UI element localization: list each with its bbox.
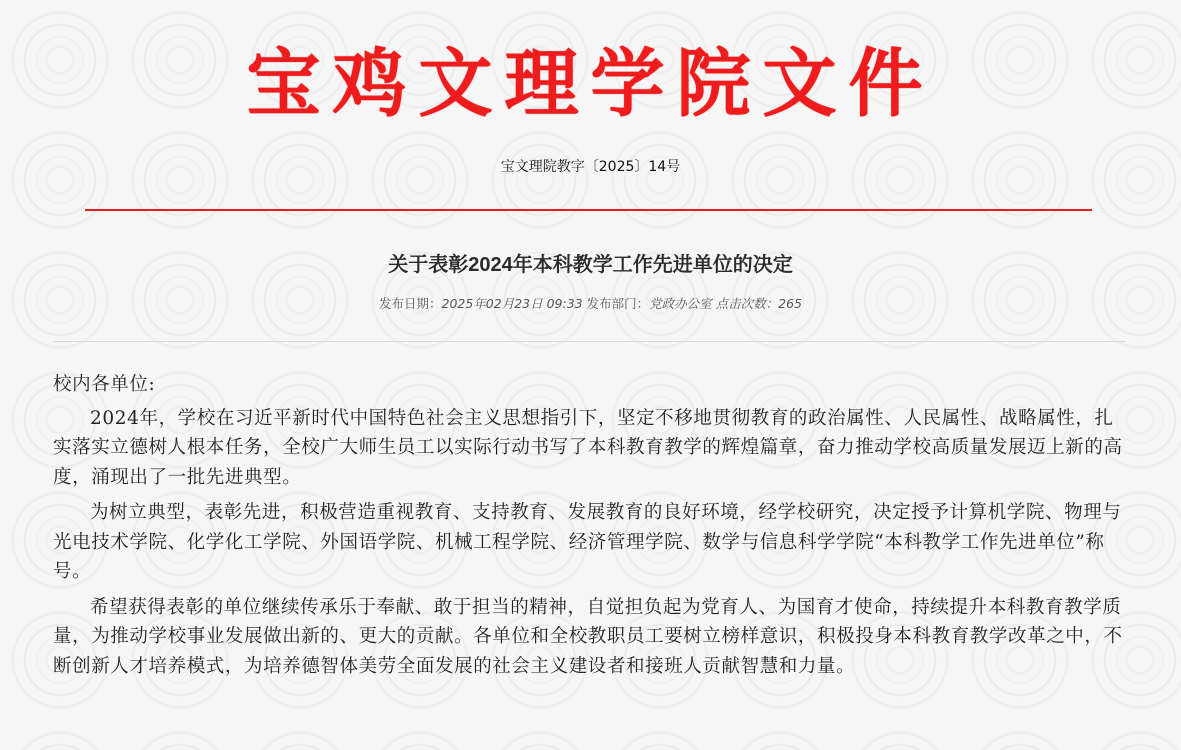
publish-date-label: 发布日期：	[378, 296, 442, 311]
meta-divider	[53, 341, 1126, 342]
body-paragraph-3: 希望获得表彰的单位继续传承乐于奉献、敢于担当的精神，自觉担负起为党育人、为国育才使命，持续提升本科教育教学质量，为推动学校事业发展做出新的、更大的贡献。各单位和全校教职员工要树立榜样意识，积极投身本科教育教学改革之中，不断创新人才培养模式，为培养德智体美劳全面发展的社会主义建设者和接班人贡献智慧和力量。	[53, 596, 1123, 677]
publish-date: 2025年02月23日 09:33	[441, 296, 583, 311]
article-body	[53, 370, 1123, 687]
document-masthead: 宝鸡文理学院文件	[246, 41, 935, 127]
body-paragraph-2: 为树立典型，表彰先进，积极营造重视教育、支持教育、发展教育的良好环境，经学校研究，决定授予计算机学院、物理与光电技术学院、化学化工学院、外国语学院、机械工程学院、经济管理学院、数学与信息科学学院“本科教学工作先进单位”称号。	[53, 502, 1122, 582]
department-label: 发布部门：	[586, 296, 650, 311]
department: 党政办公室	[649, 296, 712, 311]
body-paragraph-1: 2024年，学校在习近平新时代中国特色社会主义思想指引下，坚定不移地贯彻教育的政治属性、人民属性、战略属性，扎实落实立德树人根本任务，全校广大师生员工以实际行动书写了本科教育教学的辉煌篇章，奋力推动学校高质量发展迈上新的高度，涌现出了一批先进典型。	[53, 407, 1123, 488]
document-number: 宝文理院教字〔2025〕14号	[500, 159, 681, 175]
click-count: 265	[778, 296, 802, 311]
masthead-divider	[85, 209, 1092, 211]
article-title: 关于表彰2024年本科教学工作先进单位的决定	[388, 254, 793, 276]
clicks-label: 点击次数：	[715, 296, 779, 311]
article-meta	[0, 294, 1181, 312]
salutation: 校内各单位:	[53, 374, 156, 395]
